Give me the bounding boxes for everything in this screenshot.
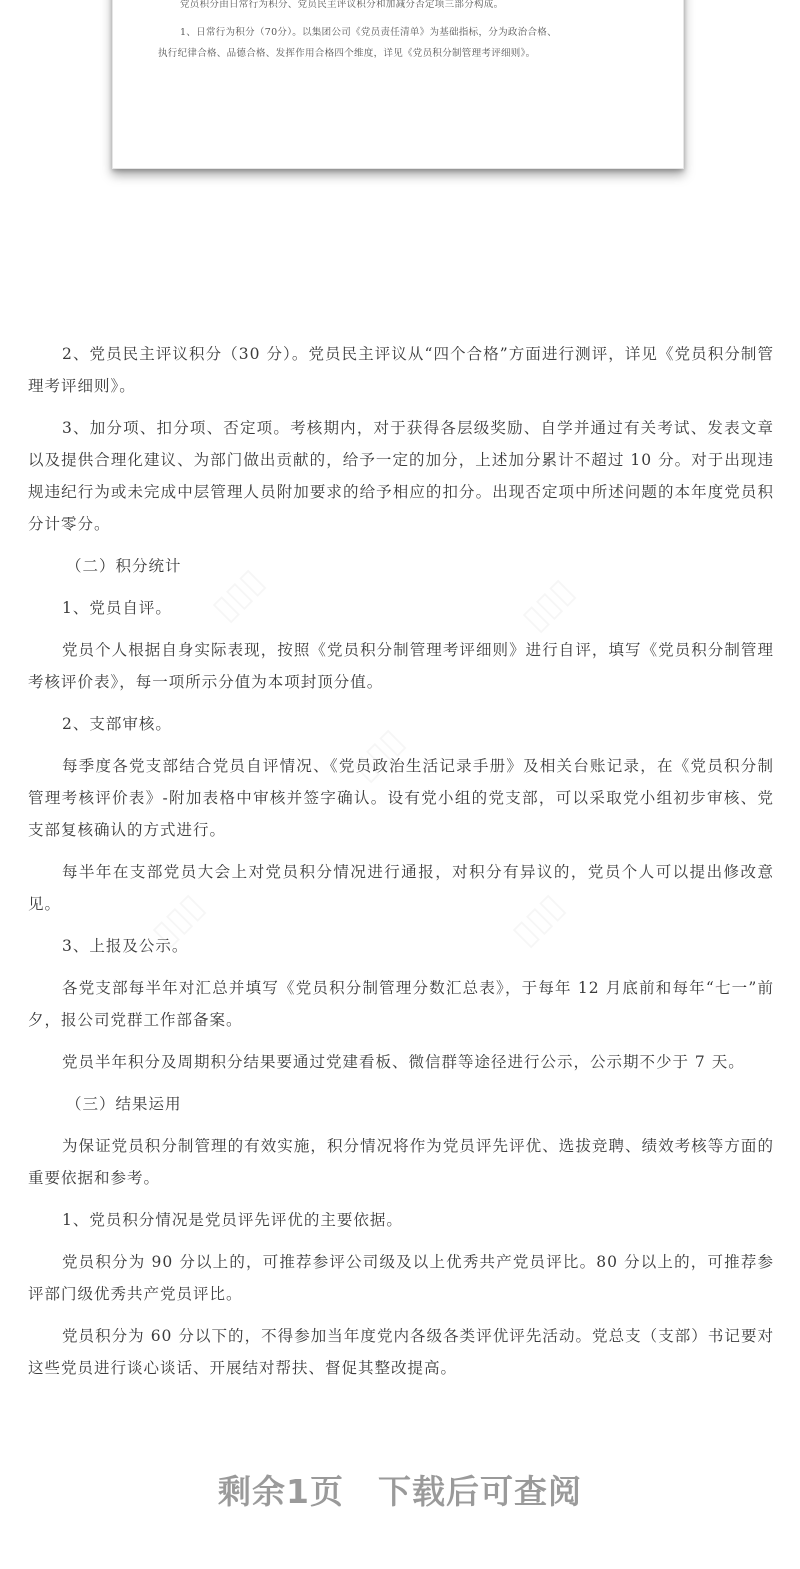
- paragraph: 1、党员积分情况是党员评先评优的主要依据。: [62, 1211, 403, 1229]
- section-heading: （三）结果运用: [66, 1095, 182, 1113]
- paragraph: 每季度各党支部结合党员自评情况、《党员政治生活记录手册》及相关台账记录，在《党员积分制管理考核评价表》-附加表格中审核并签字确认。设有党小组的党支部，可以采取党小组初步审核、党支部复核确认的方式进行。: [28, 757, 774, 839]
- paragraph: 2、党员民主评议积分（30 分）。党员民主评议从“四个合格”方面进行测评，详见《党员积分制管理考评细则》。: [28, 345, 774, 395]
- section-heading: （二）积分统计: [66, 557, 182, 575]
- download-prompt[interactable]: [0, 1466, 800, 1513]
- paragraph: 每半年在支部党员大会上对党员积分情况进行通报，对积分有异议的，党员个人可以提出修改意见。: [28, 863, 774, 913]
- document-body: [28, 338, 774, 1384]
- paragraph: 各党支部每半年对汇总并填写《党员积分制管理分数汇总表》，于每年 12 月底前和每年“七一”前夕，报公司党群工作部备案。: [28, 979, 774, 1029]
- paragraph: 3、加分项、扣分项、否定项。考核期内，对于获得各层级奖励、自学并通过有关考试、发表文章以及提供合理化建议、为部门做出贡献的，给予一定的加分，上述加分累计不超过 10 分。对于出现违规违纪行为或未完成中层管理人员附加要求的给予相应的扣分。出现否定项中所述问题的本年度党员积分计零分。: [28, 419, 774, 533]
- paragraph: 党员积分为 60 分以下的，不得参加当年度党内各级各类评优评先活动。党总支（支部）书记要对这些党员进行谈心谈话、开展结对帮扶、督促其整改提高。: [28, 1327, 774, 1377]
- preview-line: 执行纪律合格、品德合格、发挥作用合格四个维度，详见《党员积分制管理考评细则》。: [158, 48, 536, 59]
- remaining-pages-label: 剩余1页: [218, 1472, 344, 1511]
- preview-line: 党员积分由日常行为积分、党员民主评议积分和加减分否定项三部分构成。: [180, 0, 504, 10]
- paragraph: 党员个人根据自身实际表现，按照《党员积分制管理考评细则》进行自评，填写《党员积分制管理考核评价表》，每一项所示分值为本项封顶分值。: [28, 641, 774, 691]
- paragraph: 2、支部审核。: [62, 715, 172, 733]
- paragraph: 党员半年积分及周期积分结果要通过党建看板、微信群等途径进行公示，公示期不少于 7 天。: [62, 1053, 745, 1071]
- paragraph: 1、党员自评。: [62, 599, 172, 617]
- preview-line: 1、日常行为积分（70分）。以集团公司《党员责任清单》为基础指标，分为政治合格、: [180, 27, 557, 38]
- download-to-view-label: 下载后可查阅: [377, 1472, 582, 1511]
- paragraph: 为保证党员积分制管理的有效实施，积分情况将作为党员评先评优、选拔竞聘、绩效考核等方面的重要依据和参考。: [28, 1137, 774, 1187]
- paragraph: 3、上报及公示。: [62, 937, 189, 955]
- paragraph: 党员积分为 90 分以上的，可推荐参评公司级及以上优秀共产党员评比。80 分以上的，可推荐参评部门级优秀共产党员评比。: [28, 1253, 774, 1303]
